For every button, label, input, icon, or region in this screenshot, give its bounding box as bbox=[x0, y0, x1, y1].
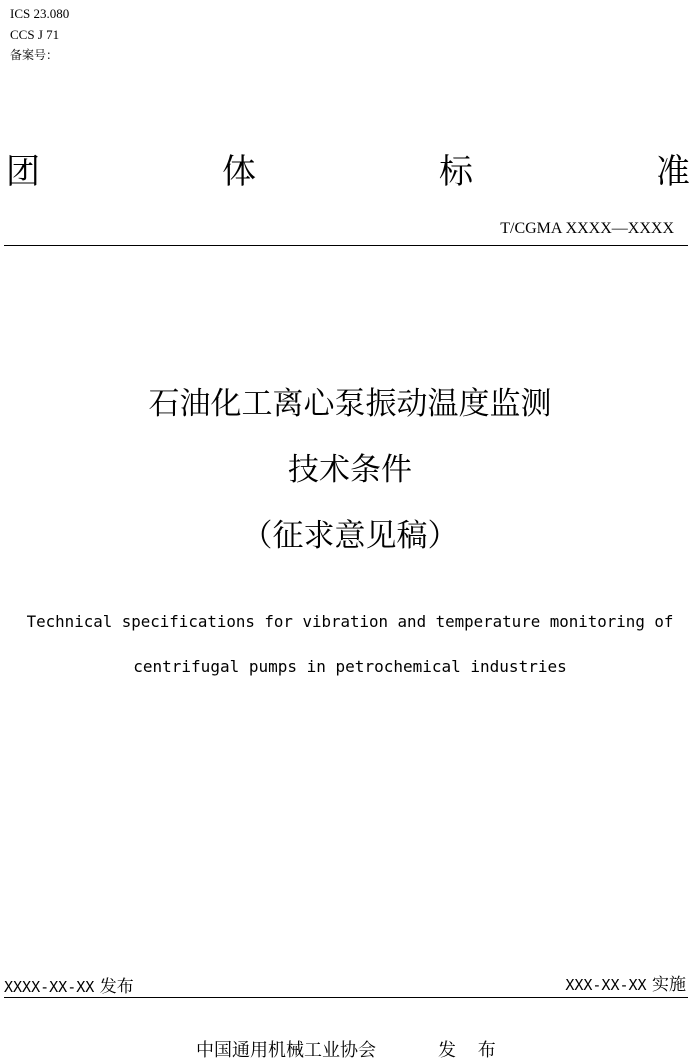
standard-type-char-2: 体 bbox=[222, 152, 256, 192]
title-en-line-1: Technical specifications for vibration and temperature monitoring of bbox=[26, 612, 674, 631]
standard-type-char-1: 团 bbox=[6, 152, 40, 192]
publish-date: XXXX-XX-XX bbox=[4, 978, 95, 996]
ccs-code: CCS J 71 bbox=[10, 27, 60, 42]
publish-label: 发布 bbox=[99, 977, 134, 997]
ics-code: ICS 23.080 bbox=[10, 6, 70, 21]
publisher-name: 中国通用机械工业协会 bbox=[196, 1040, 376, 1061]
footer-divider bbox=[4, 997, 688, 998]
implement-date-block bbox=[565, 974, 686, 996]
title-zh-line-3: （征求意见稿） bbox=[241, 518, 459, 554]
implement-date: XXX-XX-XX bbox=[565, 976, 647, 994]
standard-number: T/CGMA XXXX—XXXX bbox=[500, 220, 674, 237]
title-zh-line-2: 技术条件 bbox=[288, 452, 412, 488]
publish-date-block bbox=[4, 976, 134, 998]
header-divider bbox=[4, 245, 688, 246]
publisher-action: 发 布 bbox=[438, 1040, 504, 1061]
title-zh-line-1: 石油化工离心泵振动温度监测 bbox=[148, 386, 552, 422]
standard-type-char-3: 标 bbox=[439, 152, 473, 192]
implement-label: 实施 bbox=[652, 975, 686, 995]
title-en-line-2: centrifugal pumps in petrochemical industries bbox=[133, 657, 567, 676]
filing-number-label: 备案号： bbox=[10, 48, 59, 62]
standard-type-char-4: 准 bbox=[656, 152, 690, 192]
